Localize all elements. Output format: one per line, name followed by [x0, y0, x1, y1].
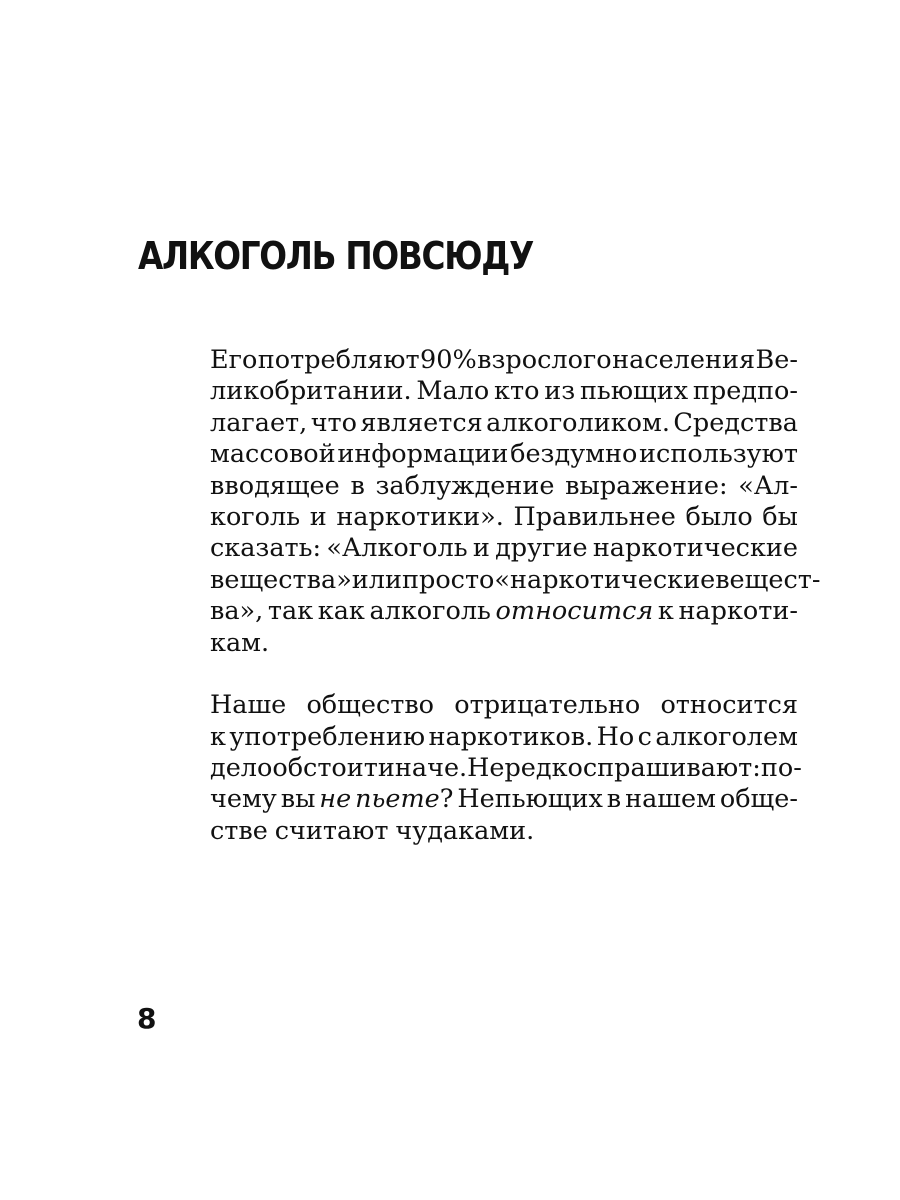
word: Мало — [416, 376, 490, 407]
text-line — [210, 439, 798, 470]
word: относится — [660, 690, 798, 721]
word: Средства — [673, 407, 798, 438]
word: относится — [495, 596, 654, 627]
text-line — [210, 345, 798, 376]
page-number: 8 — [137, 1002, 157, 1035]
word: наркоти- — [678, 596, 798, 627]
word: употреблению — [229, 721, 426, 752]
word: стве — [210, 815, 268, 846]
word: спрашивают: — [582, 753, 761, 784]
word: вводящее — [210, 470, 340, 501]
word: пьете? — [355, 784, 454, 815]
word: пьющих — [579, 376, 689, 407]
word: было — [685, 501, 753, 532]
text-line — [210, 408, 798, 439]
word: кто — [494, 376, 540, 407]
word: дело — [210, 753, 273, 784]
word: бы — [762, 501, 798, 532]
word: другие — [495, 533, 588, 564]
word: Непьющих — [457, 784, 603, 815]
word: наркотики». — [336, 501, 504, 532]
text-line — [210, 376, 798, 407]
word: просто — [402, 564, 495, 595]
word: массовой — [210, 439, 336, 470]
word: не — [319, 784, 352, 815]
word: из — [544, 376, 576, 407]
word: Нередко — [467, 753, 583, 784]
paragraph — [210, 345, 821, 659]
word: ва», — [210, 596, 264, 627]
word: населения — [612, 345, 756, 375]
word: алкоголем — [655, 721, 798, 752]
word: и — [472, 533, 490, 564]
word: наркотические — [592, 533, 798, 564]
word: вы — [280, 784, 316, 815]
word: потребляют — [257, 345, 420, 375]
word: «Алкоголь — [326, 533, 468, 564]
word: кам. — [210, 627, 270, 658]
word: Ве- — [755, 345, 798, 375]
word: в — [350, 470, 365, 501]
text-line — [210, 628, 798, 659]
word: чудаками. — [395, 815, 535, 846]
word: вещест- — [715, 564, 821, 595]
text-line — [210, 471, 798, 502]
word: Правильнее — [513, 501, 676, 532]
word: в — [606, 784, 622, 815]
word: общество — [306, 690, 435, 721]
word: сказать: — [210, 533, 322, 564]
word: вещества» — [210, 564, 352, 595]
word: информации — [337, 439, 509, 470]
text-line — [210, 816, 798, 847]
word: «наркотические — [494, 564, 716, 595]
word: к — [657, 596, 674, 627]
word: что — [310, 407, 358, 438]
word: Его — [210, 345, 258, 375]
word: лагает, — [210, 407, 308, 438]
word: иначе. — [377, 753, 468, 784]
body-text — [210, 345, 821, 847]
word: взрослого — [477, 345, 612, 375]
word: к — [210, 721, 226, 752]
text-line — [210, 533, 798, 564]
word: и — [309, 501, 327, 532]
word: обстоит — [272, 753, 378, 784]
word: по- — [760, 753, 802, 784]
text-line — [210, 502, 798, 533]
paragraph-gap — [210, 659, 798, 690]
text-line — [210, 596, 798, 627]
word: нашем — [625, 784, 716, 815]
text-line — [210, 753, 802, 784]
word: алкоголь — [369, 596, 491, 627]
word: алкоголиком. — [486, 407, 670, 438]
paragraph — [210, 690, 802, 847]
text-line — [210, 690, 798, 721]
word: Но — [596, 721, 635, 752]
text-line — [210, 564, 821, 596]
word: «Ал- — [738, 470, 798, 501]
word: чему — [210, 784, 277, 815]
word: отрицательно — [454, 690, 641, 721]
word: наркотиков. — [428, 721, 594, 752]
word: 90% — [420, 345, 477, 375]
word: является — [360, 407, 483, 438]
word: коголь — [210, 501, 301, 532]
word: обще- — [719, 784, 798, 815]
word: ликобритании. — [210, 376, 412, 407]
text-line — [210, 722, 798, 753]
word: так — [267, 596, 314, 627]
word: с — [637, 721, 652, 752]
word: выражение: — [565, 470, 728, 501]
word: как — [317, 596, 365, 627]
word: предпо- — [692, 376, 798, 407]
word: Наше — [210, 690, 287, 721]
word: заблуждение — [375, 470, 555, 501]
chapter-title: АЛКОГОЛЬ ПОВСЮДУ — [138, 234, 534, 278]
word: бездумно — [510, 439, 638, 470]
word: или — [351, 564, 402, 595]
word: считают — [274, 815, 389, 846]
text-line — [210, 784, 798, 815]
word: используют — [639, 439, 798, 470]
